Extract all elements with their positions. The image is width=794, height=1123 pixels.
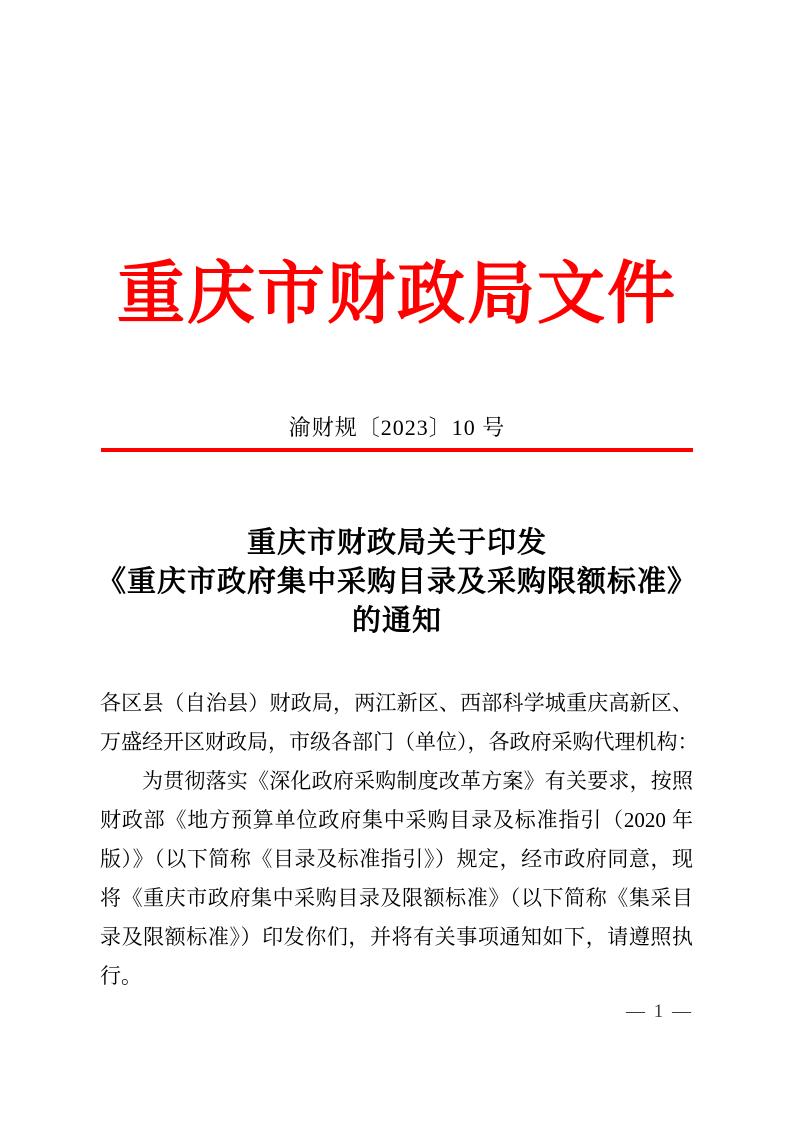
document-title-line-1: 重庆市财政局关于印发 — [246, 527, 547, 559]
document-body — [100, 684, 699, 996]
body-line-paragraph-4: 将《重庆市政府集中采购目录及限额标准》（以下简称《集采目 — [100, 886, 693, 910]
agency-header-title: 重庆市财政局文件 — [116, 256, 677, 332]
body-line-recipients-1: 各区县（自治县）财政局，两江新区、西部科学城重庆高新区、 — [100, 691, 693, 715]
document-title-line-3: 的通知 — [351, 605, 442, 637]
page-number: — 1 — — [626, 1001, 693, 1022]
body-line-paragraph-3: 版）》（以下简称《目录及标准指引》）规定，经市政府同意，现 — [100, 847, 693, 871]
document-title — [0, 524, 794, 641]
body-line-paragraph-5: 录及限额标准》）印发你们，并将有关事项通知如下，请遵照执 — [100, 925, 693, 949]
document-reference-number: 渝财规〔2023〕10 号 — [288, 415, 506, 440]
body-line-paragraph-2: 财政部《地方预算单位政府集中采购目录及标准指引（2020 年 — [100, 808, 693, 832]
body-line-paragraph-6: 行。 — [100, 964, 142, 988]
body-line-paragraph-1: 为贯彻落实《深化政府采购制度改革方案》有关要求，按照 — [142, 769, 693, 793]
red-divider-line — [101, 448, 693, 452]
body-line-recipients-2: 万盛经开区财政局，市级各部门（单位），各政府采购代理机构： — [100, 730, 699, 754]
document-title-line-2: 《重庆市政府集中采购目录及采购限额标准》 — [96, 566, 697, 598]
